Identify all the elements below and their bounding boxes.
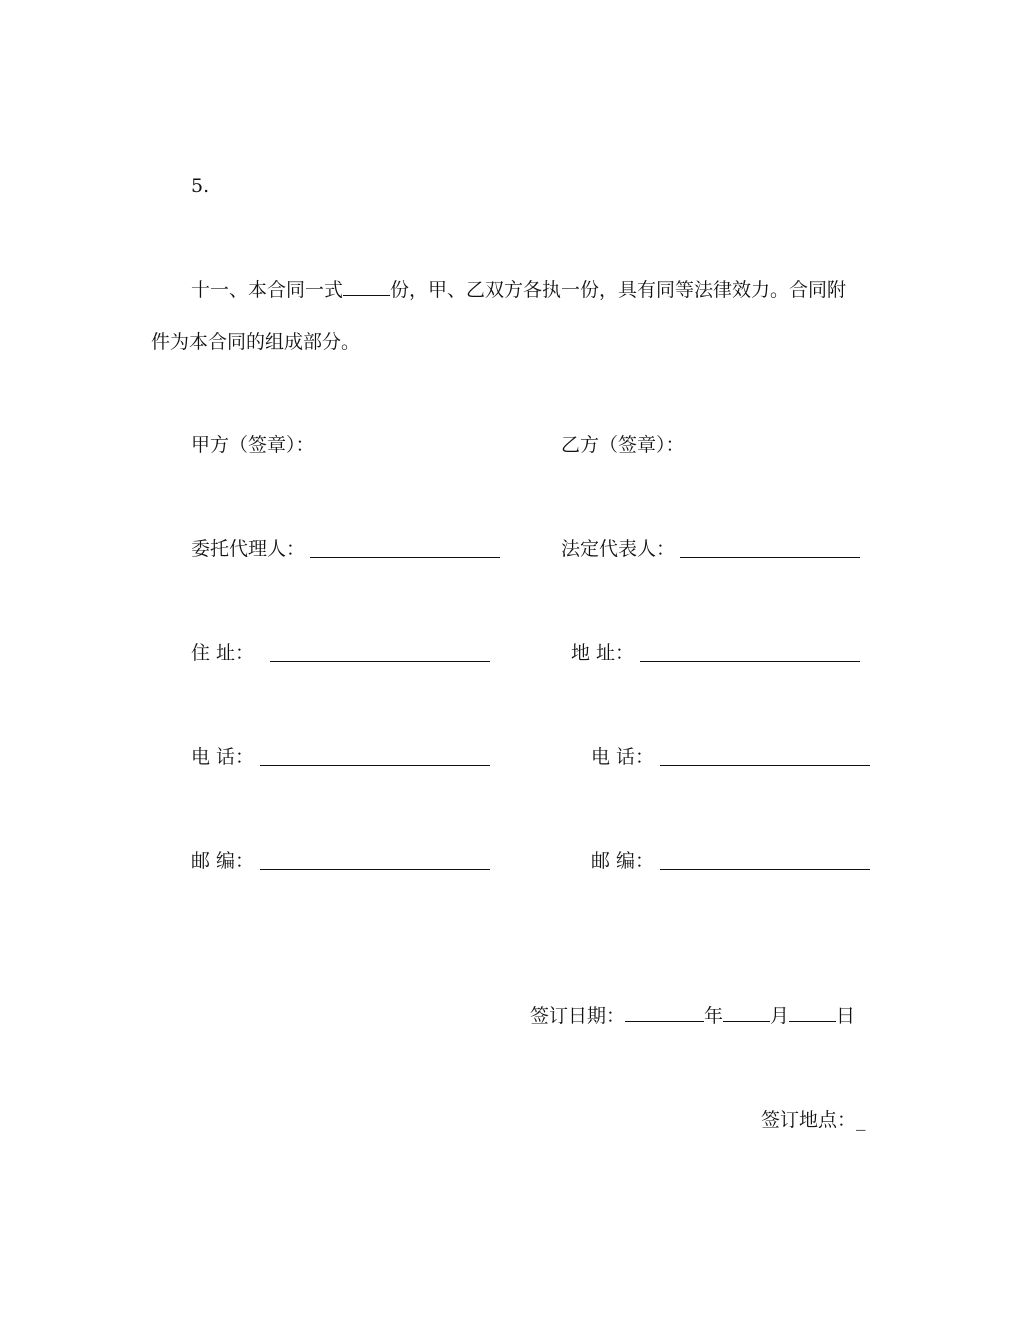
copies-blank[interactable] xyxy=(343,295,390,296)
party-a-postcode-label: 邮 编： xyxy=(191,850,255,872)
signing-month-label: 月 xyxy=(770,1005,790,1027)
party-a-agent-label: 委托代理人： xyxy=(191,538,306,560)
party-a-address-field[interactable] xyxy=(270,661,490,662)
party-b-rep-label: 法定代表人： xyxy=(561,538,676,560)
clause-11-text-a: 十一、本合同一式 xyxy=(191,279,344,301)
party-b-rep-field[interactable] xyxy=(680,557,860,558)
signing-place-label: 签订地点：_ xyxy=(761,1109,866,1131)
signing-date-row xyxy=(530,1007,855,1026)
item-number: 5. xyxy=(191,175,210,197)
party-b-address-field[interactable] xyxy=(640,661,860,662)
party-b-phone-field[interactable] xyxy=(660,765,870,766)
signing-date-label: 签订日期： xyxy=(530,1005,626,1027)
signing-day-label: 日 xyxy=(836,1005,856,1027)
party-a-agent-field[interactable] xyxy=(310,557,500,558)
party-b-postcode-label: 邮 编： xyxy=(591,850,655,872)
party-a-phone-field[interactable] xyxy=(260,765,490,766)
signing-year-blank[interactable] xyxy=(625,1021,704,1022)
clause-11-text-b: 份，甲、乙双方各执一份，具有同等法律效力。合同附 xyxy=(390,279,847,301)
party-b-seal-label: 乙方（签章）： xyxy=(561,434,685,456)
party-a-postcode-field[interactable] xyxy=(260,869,490,870)
party-a-address-label: 住 址： xyxy=(191,642,255,664)
signing-day-blank[interactable] xyxy=(789,1021,836,1022)
clause-11-line-1 xyxy=(191,281,846,300)
party-a-seal-label: 甲方（签章）： xyxy=(191,434,315,456)
party-a-phone-label: 电 话： xyxy=(191,746,255,768)
clause-11-line-2: 件为本合同的组成部分。 xyxy=(151,331,361,353)
signing-month-blank[interactable] xyxy=(723,1021,770,1022)
signing-year-label: 年 xyxy=(704,1005,724,1027)
party-b-postcode-field[interactable] xyxy=(660,869,870,870)
party-b-phone-label: 电 话： xyxy=(591,746,655,768)
party-b-address-label: 地 址： xyxy=(571,642,635,664)
